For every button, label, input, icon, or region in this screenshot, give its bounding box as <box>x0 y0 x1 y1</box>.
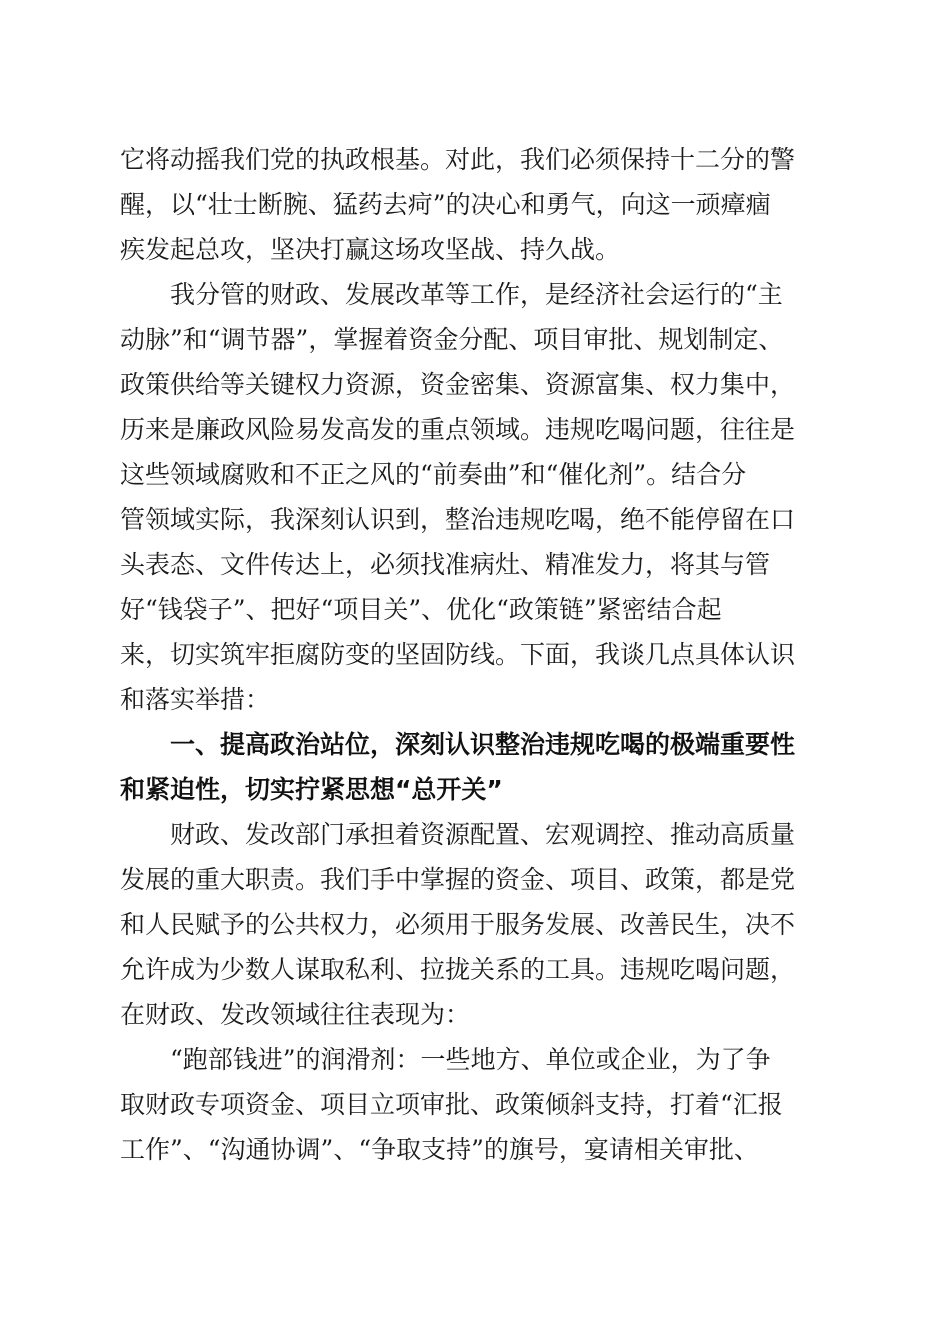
text-line: “跑部钱进”的润滑剂：一些地方、单位或企业，为了争 <box>170 1045 771 1074</box>
text-line: 来，切实筑牢拒腐防变的坚固防线。下面，我谈几点具体认识 <box>120 640 796 669</box>
text-line: 头表态、文件传达上，必须找准病灶、精准发力，将其与管 <box>120 550 771 579</box>
text-line: 我分管的财政、发展改革等工作，是经济社会运行的“主 <box>170 280 783 309</box>
text-line: 醒，以“壮士断腕、猛药去疴”的决心和勇气，向这一顽瘴痼 <box>120 190 771 219</box>
text-line: 发展的重大职责。我们手中掌握的资金、项目、政策，都是党 <box>120 865 796 894</box>
text-line: 和人民赋予的公共权力，必须用于服务发展、改善民生，决不 <box>120 910 796 939</box>
text-line: 在财政、发改领域往往表现为： <box>120 1000 471 1029</box>
text-line: 政策供给等关键权力资源，资金密集、资源富集、权力集中， <box>120 370 796 399</box>
text-line: 和落实举措： <box>120 685 271 714</box>
text-line: 允许成为少数人谋取私利、拉拢关系的工具。违规吃喝问题， <box>120 955 796 984</box>
section-heading: 和紧迫性，切实拧紧思想“总开关” <box>120 775 503 804</box>
text-line: 工作”、“沟通协调”、“争取支持”的旗号，宴请相关审批、 <box>120 1135 759 1164</box>
text-line: 动脉”和“调节器”，掌握着资金分配、项目审批、规划制定、 <box>120 325 784 354</box>
text-line: 它将动摇我们党的执政根基。对此，我们必须保持十二分的警 <box>120 145 796 174</box>
section-heading: 一、提高政治站位，深刻认识整治违规吃喝的极端重要性 <box>170 730 796 759</box>
text-line: 财政、发改部门承担着资源配置、宏观调控、推动高质量 <box>170 820 796 849</box>
text-line: 疾发起总攻，坚决打赢这场攻坚战、持久战。 <box>120 235 621 264</box>
text-line: 取财政专项资金、项目立项审批、政策倾斜支持，打着“汇报 <box>120 1090 783 1119</box>
text-line: 历来是廉政风险易发高发的重点领域。违规吃喝问题，往往是 <box>120 415 796 444</box>
text-line: 好“钱袋子”、把好“项目关”、优化“政策链”紧密结合起 <box>120 595 722 624</box>
text-line: 这些领域腐败和不正之风的“前奏曲”和“催化剂”。结合分 <box>120 460 747 489</box>
text-line: 管领域实际，我深刻认识到，整治违规吃喝，绝不能停留在口 <box>120 505 796 534</box>
